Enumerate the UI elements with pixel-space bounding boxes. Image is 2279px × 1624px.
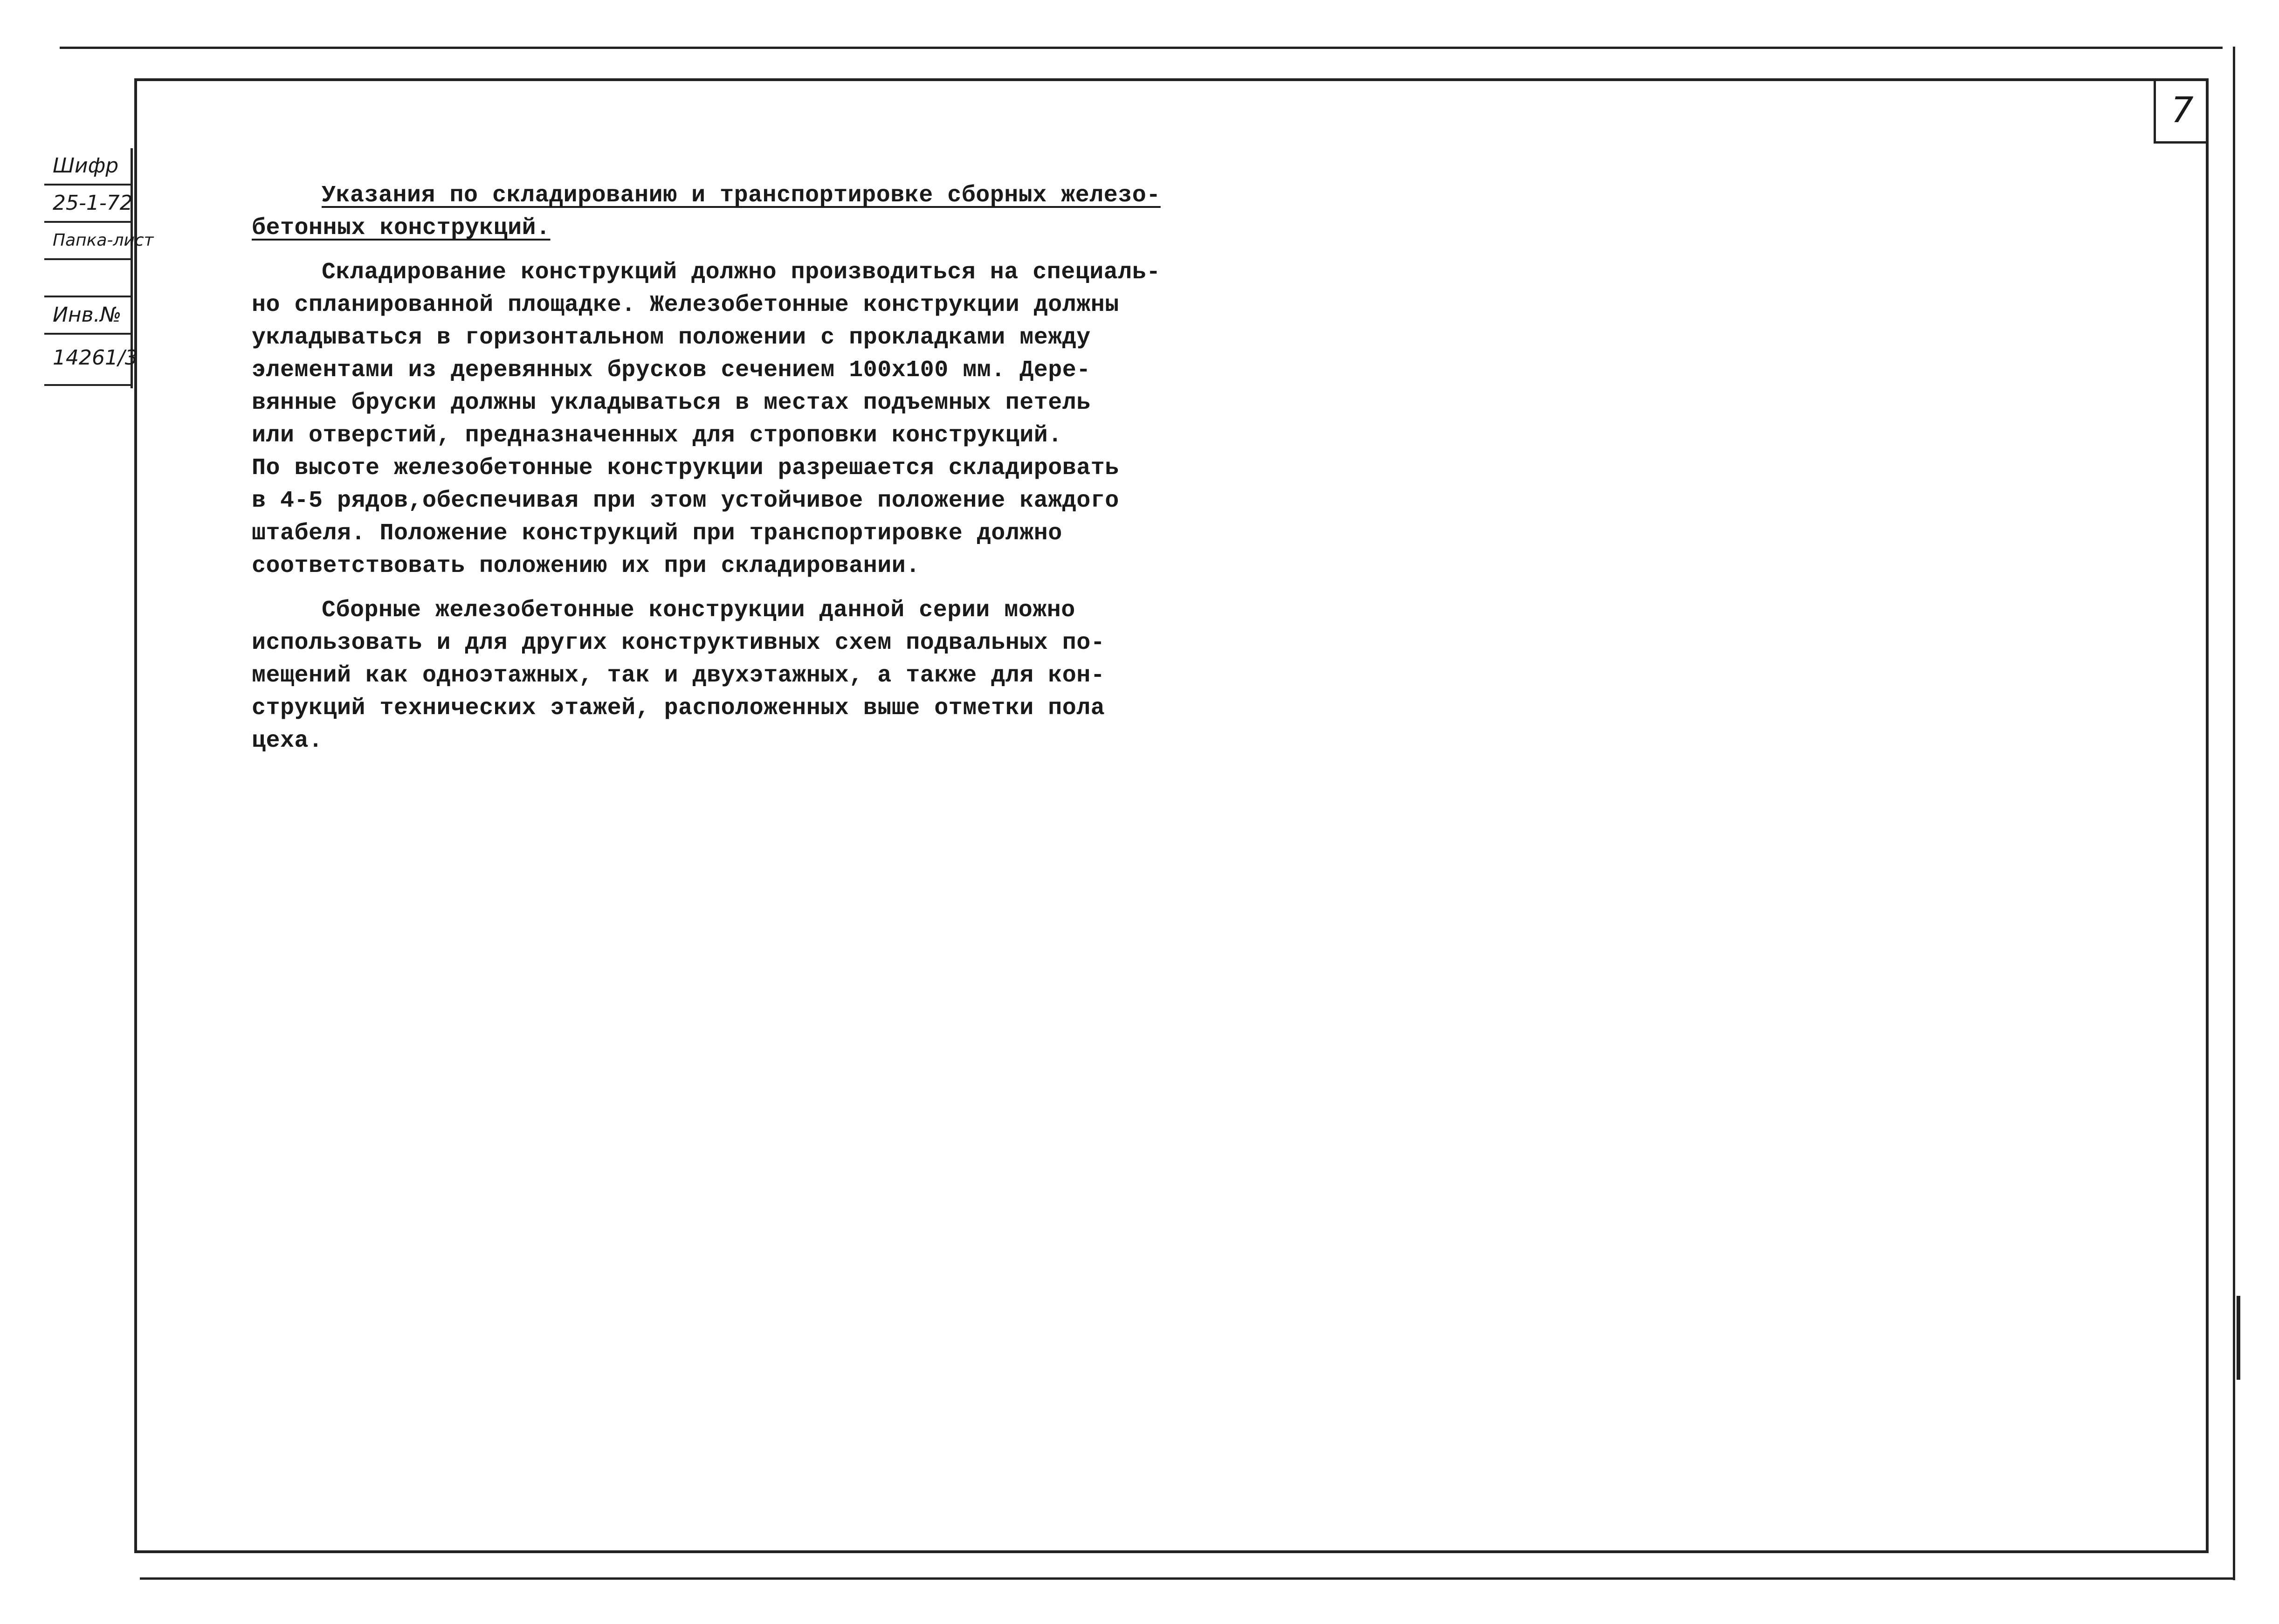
- heading-line-2: бетонных конструкций.: [252, 215, 551, 241]
- stamp-cipher-value: 25-1-72: [44, 186, 133, 223]
- page-number: 7: [2154, 78, 2209, 144]
- outer-border-top: [60, 47, 2223, 49]
- stamp-folder-sheet: Папка-лист: [44, 223, 133, 260]
- binding-edge-mark: [2237, 1296, 2240, 1380]
- paragraph-line: вянные бруски должны укладываться в местах подъемных петель: [252, 390, 1091, 416]
- registration-stamp: [44, 148, 154, 388]
- paragraph-line: струкций технических этажей, расположенных выше отметки пола: [252, 695, 1105, 722]
- paragraph-line: но спланированной площадке. Железобетонные конструкции должны: [252, 292, 1119, 318]
- paragraph-line: мещений как одноэтажных, так и двухэтажных, а также для кон-: [252, 662, 1105, 689]
- section-heading: [252, 179, 1175, 245]
- paragraph-line: или отверстий, предназначенных для строповки конструкций.: [252, 422, 1062, 449]
- stamp-inventory-label: Инв.№: [44, 297, 133, 335]
- paragraph-storage: [252, 256, 1175, 583]
- paragraph-line: Сборные железобетонные конструкции данной серии можно: [322, 597, 1075, 624]
- outer-border-bottom: [140, 1577, 2233, 1580]
- document-body: [252, 179, 1175, 769]
- paragraph-line: соответствовать положению их при складировании.: [252, 553, 920, 579]
- stamp-spacer: [44, 260, 133, 297]
- stamp-inventory-number: 14261/3: [44, 335, 133, 386]
- paragraph-line: в 4-5 рядов,обеспечивая при этом устойчивое положение каждого: [252, 488, 1119, 514]
- paragraph-line: штабеля. Положение конструкций при транспортировке должно: [252, 520, 1062, 547]
- paragraph-line: укладываться в горизонтальном положении с прокладками между: [252, 324, 1091, 351]
- heading-line-1: Указания по складированию и транспортировке сборных железо-: [322, 182, 1161, 209]
- paragraph-line: элементами из деревянных брусков сечением 100х100 мм. Дере-: [252, 357, 1091, 384]
- paragraph-usage: [252, 594, 1175, 757]
- paragraph-line: Складирование конструкций должно производиться на специаль-: [322, 259, 1161, 286]
- paragraph-line: использовать и для других конструктивных схем подвальных по-: [252, 630, 1105, 656]
- paragraph-line: цеха.: [252, 728, 323, 754]
- stamp-cipher-label: Шифр: [44, 148, 133, 186]
- outer-border-right: [2233, 47, 2235, 1580]
- paragraph-line: По высоте железобетонные конструкции разрешается складировать: [252, 455, 1119, 482]
